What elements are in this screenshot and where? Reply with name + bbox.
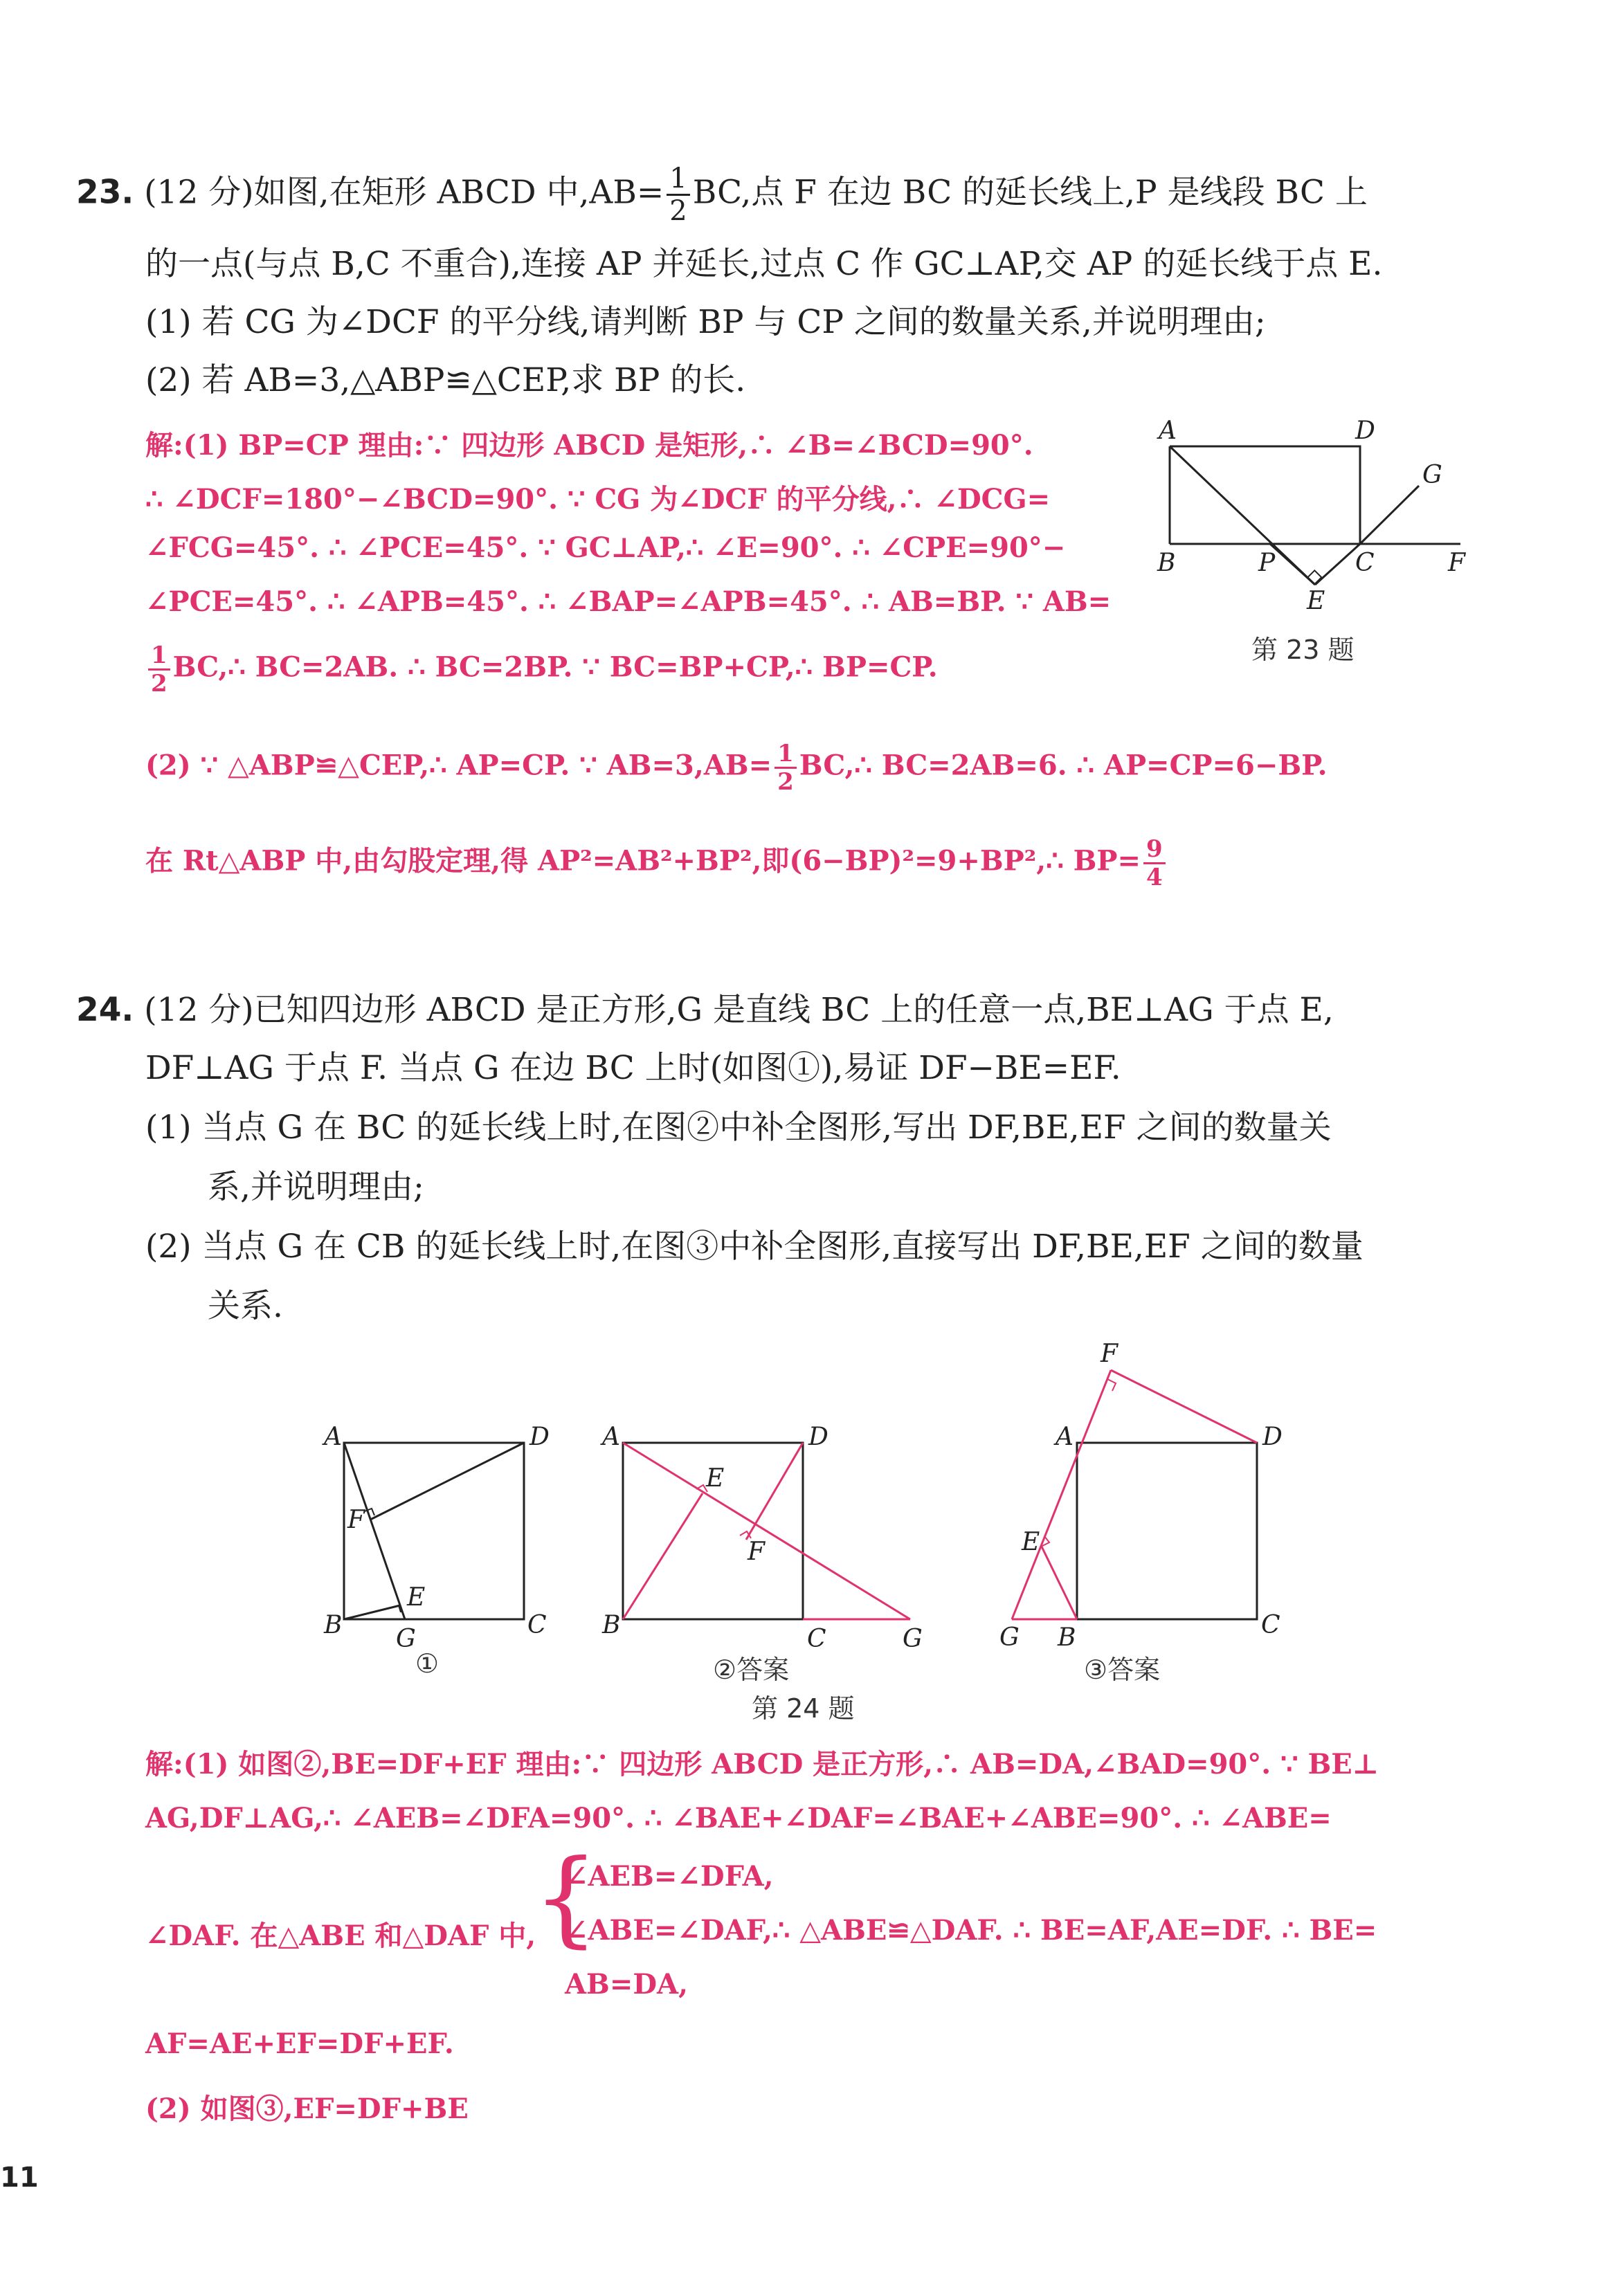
svg-text:D: D <box>808 1423 828 1451</box>
q23-label-F: F <box>1448 549 1465 577</box>
q24-line2: DF⊥AG 于点 F. 当点 G 在边 BC 上时(如图①),易证 DF−BE=EF. <box>145 1049 1121 1087</box>
q24-number: 24. <box>76 991 134 1029</box>
svg-text:E: E <box>1022 1528 1040 1556</box>
q24-part1b: 系,并说明理由; <box>208 1168 424 1206</box>
q23-label-G: G <box>1422 461 1442 489</box>
q23-answer-line4: ∠PCE=45°. ∴ ∠APB=45°. ∴ ∠BAP=∠APB=45°. ∴ AB=BP. ∵ AB= <box>145 585 1112 618</box>
q24-answer-line5: (2) 如图③,EF=DF+BE <box>145 2093 469 2125</box>
svg-text:E: E <box>706 1464 725 1493</box>
svg-text:D: D <box>529 1423 550 1451</box>
q24-answer-line4: AF=AE+EF=DF+EF. <box>145 2028 454 2060</box>
q24-figures <box>305 1342 1301 1668</box>
svg-text:A: A <box>324 1423 342 1451</box>
q24-answer-system-2: ∠ABE=∠DAF,∴ △ABE≌△DAF. ∴ BE=AF,AE=DF. ∴ BE= <box>565 1914 1377 1947</box>
svg-text:F: F <box>347 1506 365 1534</box>
q23-answer-line3: ∠FCG=45°. ∴ ∠PCE=45°. ∵ GC⊥AP,∴ ∠E=90°. ∴ ∠CPE=90°− <box>145 531 1066 564</box>
q24-figure-3 <box>999 1342 1283 1652</box>
svg-text:G: G <box>396 1625 416 1653</box>
svg-text:G: G <box>999 1623 1020 1652</box>
svg-text:C: C <box>1261 1611 1280 1639</box>
q23-figure <box>1149 408 1481 644</box>
q24-part2a: (2) 当点 G 在 CB 的延长线上时,在图③中补全图形,直接写出 DF,BE,EF 之间的数量 <box>145 1228 1364 1266</box>
q23-label-C: C <box>1355 549 1375 577</box>
q23-label-E: E <box>1307 587 1325 615</box>
svg-text:C: C <box>527 1611 547 1639</box>
svg-text:G: G <box>903 1625 923 1653</box>
q23-number: 23. <box>76 173 134 212</box>
q24-answer-line3-left: ∠DAF. 在△ABE 和△DAF 中, <box>145 1920 536 1952</box>
svg-text:E: E <box>407 1583 426 1612</box>
q23-answer-line7: 在 Rt△ABP 中,由勾股定理,得 AP²=AB²+BP²,即(6−BP)²=9+BP²,∴ BP= $\frac{9}{4}$ <box>145 837 1168 889</box>
q23-line1 <box>76 165 1368 225</box>
q23-label-B: B <box>1157 549 1176 577</box>
q24-line1: 24. (12 分)已知四边形 ABCD 是正方形,G 是直线 BC 上的任意一点,BE⊥AG 于点 E, <box>76 991 1334 1029</box>
svg-text:B: B <box>1058 1623 1076 1652</box>
q23-label-D: D <box>1355 417 1375 445</box>
q24-fig1-caption: ① <box>415 1648 440 1679</box>
q24-answer-brace: { <box>533 1838 599 1958</box>
q23-part2: (2) 若 AB=3,△ABP≌△CEP,求 BP 的长. <box>145 361 746 399</box>
q23-part1: (1) 若 CG 为∠DCF 的平分线,请判断 BP 与 CP 之间的数量关系,并说明理由; <box>145 303 1266 341</box>
svg-text:C: C <box>807 1625 826 1653</box>
q24-part1a: (1) 当点 G 在 BC 的延长线上时,在图②中补全图形,写出 DF,BE,EF 之间的数量关 <box>145 1109 1332 1147</box>
svg-text:A: A <box>1056 1423 1074 1451</box>
q23-answer-line5: $\frac{1}{2}$ BC,∴ BC=2AB. ∴ BC=2BP. ∵ BC=BP+CP,∴ BP=CP. <box>145 644 938 695</box>
svg-text:B: B <box>602 1611 621 1639</box>
q23-label-A: A <box>1159 417 1177 445</box>
q24-answer-line1: 解:(1) 如图②,BE=DF+EF 理由:∵ 四边形 ABCD 是正方形,∴ AB=DA,∠BAD=90°. ∵ BE⊥ <box>145 1748 1379 1780</box>
q23-label-P: P <box>1258 549 1276 577</box>
q23-fraction: $\frac{1}{2}$ <box>667 165 689 225</box>
q23-answer-line2: ∴ ∠DCF=180°−∠BCD=90°. ∵ CG 为∠DCF 的平分线,∴ ∠DCG= <box>145 483 1051 516</box>
q23-caption: 第 23 题 <box>1251 635 1355 665</box>
q24-answer-system-3: AB=DA, <box>565 1968 689 2001</box>
q24-figure-1 <box>322 1423 550 1653</box>
q24-answer-line2: AG,DF⊥AG,∴ ∠AEB=∠DFA=90°. ∴ ∠BAE+∠DAF=∠BAE+∠ABE=90°. ∴ ∠ABE= <box>145 1802 1332 1834</box>
q24-fig3-caption: ③答案 <box>1084 1655 1161 1685</box>
q24-part2b: 关系. <box>208 1287 283 1325</box>
q24-figure-2 <box>600 1423 923 1653</box>
q23-answer-line6: (2) ∵ △ABP≌△CEP,∴ AP=CP. ∵ AB=3,AB= $\frac{1}{2}$ BC,∴ BC=2AB=6. ∴ AP=CP=6−BP. <box>145 740 1328 796</box>
svg-text:F: F <box>1101 1342 1118 1368</box>
page-number: 11 <box>0 2162 39 2194</box>
q23-answer-line1: 解:(1) BP=CP 理由:∵ 四边形 ABCD 是矩形,∴ ∠B=∠BCD=90°. <box>145 429 1033 462</box>
q23-line2: 的一点(与点 B,C 不重合),连接 AP 并延长,过点 C 作 GC⊥AP,交 AP 的延长线于点 E. <box>145 245 1383 283</box>
svg-text:F: F <box>748 1538 765 1566</box>
q23-text-1b: BC,点 F 在边 BC 的延长线上,P 是线段 BC 上 <box>692 173 1368 212</box>
svg-text:B: B <box>324 1611 343 1639</box>
q24-answer-system-1: ∠AEB=∠DFA, <box>565 1860 774 1893</box>
q24-fig2-caption: ②答案 <box>713 1655 790 1685</box>
q24-caption: 第 24 题 <box>752 1693 855 1724</box>
q23-text-1: (12 分)如图,在矩形 ABCD 中,AB= <box>144 173 664 212</box>
svg-text:A: A <box>602 1423 620 1451</box>
svg-text:D: D <box>1262 1423 1283 1451</box>
